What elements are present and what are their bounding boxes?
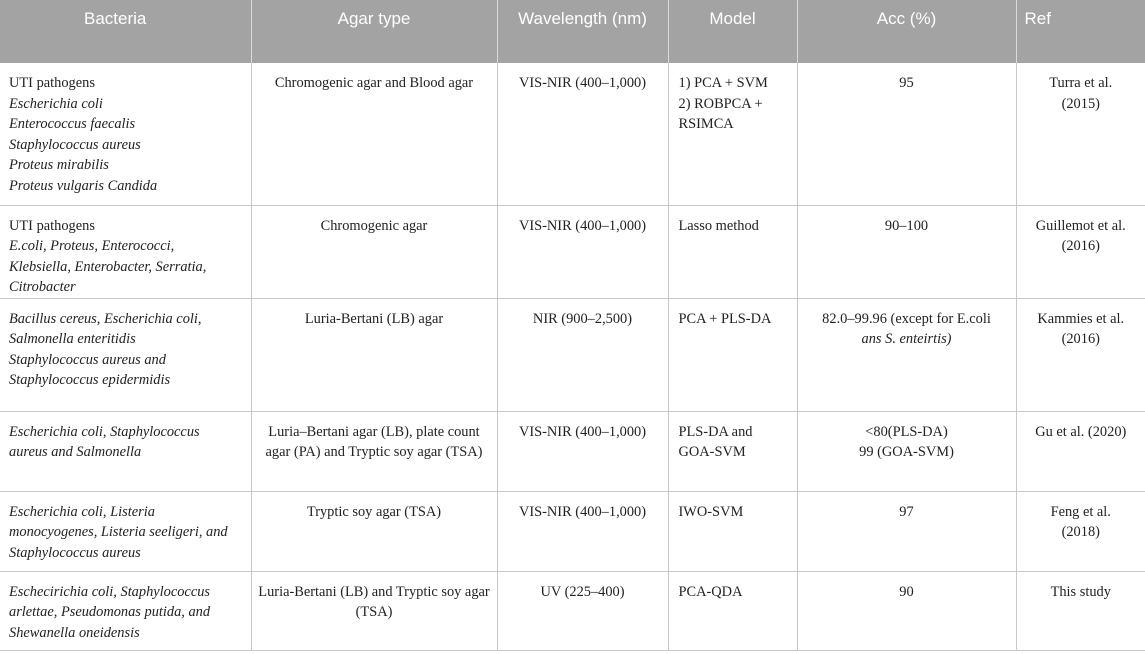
bacteria-cell xyxy=(0,298,251,411)
header-bacteria: Bacteria xyxy=(0,0,251,63)
accuracy-line: <80(PLS-DA) xyxy=(865,423,948,440)
accuracy-line: ans S. enteirtis) xyxy=(861,331,952,347)
header-wavelength: Wavelength (nm) xyxy=(497,0,668,63)
wavelength-cell: NIR (900–2,500) xyxy=(497,298,668,411)
header-model: Model xyxy=(668,0,797,63)
agar-type-cell: Luria-Bertani (LB) and Tryptic soy agar (TSA) xyxy=(251,571,497,650)
reference-line: (2016) xyxy=(1061,331,1100,347)
wavelength-cell: VIS-NIR (400–1,000) xyxy=(497,205,668,298)
wavelength-cell: VIS-NIR (400–1,000) xyxy=(497,491,668,571)
accuracy-line: 90–100 xyxy=(884,217,929,234)
bacteria-line: UTI pathogens xyxy=(9,217,95,234)
accuracy-cell xyxy=(797,205,1016,298)
bacteria-line: Enterococcus faecalis xyxy=(9,116,136,132)
reference-cell xyxy=(1016,63,1145,205)
header-ref: Ref xyxy=(1016,0,1145,63)
table-row xyxy=(0,298,1145,411)
bacteria-cell xyxy=(0,571,251,650)
reference-line: This study xyxy=(1050,583,1111,600)
reference-line: (2018) xyxy=(1061,524,1100,540)
bacteria-line: UTI pathogens xyxy=(9,75,95,91)
model-cell xyxy=(668,571,797,650)
wavelength-cell: VIS-NIR (400–1,000) xyxy=(497,411,668,491)
table-row xyxy=(0,205,1145,298)
accuracy-line: 82.0–99.96 (except for E.coli xyxy=(822,310,991,327)
agar-type-cell: Chromogenic agar and Blood agar xyxy=(251,63,497,205)
model-line: GOA-SVM xyxy=(678,444,746,460)
reference-line: Kammies et al. xyxy=(1037,310,1125,327)
bacteria-line: Eschecirichia coli, Staphylococcus xyxy=(9,583,211,600)
wavelength-cell: UV (225–400) xyxy=(497,571,668,650)
bacteria-line: Staphylococcus aureus and xyxy=(9,351,166,368)
model-cell xyxy=(668,205,797,298)
model-line: PCA + PLS-DA xyxy=(678,310,772,327)
bacteria-line: Staphylococcus aureus xyxy=(9,544,141,561)
bacteria-line: Staphylococcus aureus xyxy=(9,136,141,153)
reference-cell xyxy=(1016,205,1145,298)
accuracy-line: 90 xyxy=(899,583,914,600)
accuracy-cell xyxy=(797,571,1016,650)
bacteria-cell xyxy=(0,63,251,205)
table-row xyxy=(0,63,1145,205)
header-accuracy: Acc (%) xyxy=(797,0,1016,63)
bacteria-line: Citrobacter xyxy=(9,279,76,295)
bacteria-line: Escherichia coli xyxy=(9,95,103,112)
model-cell xyxy=(668,298,797,411)
reference-line: Guillemot et al. xyxy=(1035,217,1126,234)
table-row xyxy=(0,411,1145,491)
accuracy-cell xyxy=(797,63,1016,205)
model-line: 2) ROBPCA + xyxy=(678,95,763,112)
reference-cell xyxy=(1016,491,1145,571)
bacteria-line: Klebsiella, Enterobacter, Serratia, xyxy=(9,258,207,275)
reference-line: (2015) xyxy=(1061,95,1100,112)
table-row xyxy=(0,571,1145,650)
agar-type-cell: Tryptic soy agar (TSA) xyxy=(251,491,497,571)
accuracy-line: 97 xyxy=(899,503,914,520)
bacteria-line: Proteus vulgaris Candida xyxy=(9,177,158,194)
agar-type-cell: Chromogenic agar xyxy=(251,205,497,298)
bacteria-line: Bacillus cereus, Escherichia coli, xyxy=(9,310,202,327)
model-cell xyxy=(668,411,797,491)
bacteria-line: Shewanella oneidensis xyxy=(9,624,140,641)
bacteria-line: Escherichia coli, Staphylococcus xyxy=(9,423,200,440)
header-agar-type: Agar type xyxy=(251,0,497,63)
bacteria-line: E.coli, Proteus, Enterococci, xyxy=(9,238,175,254)
wavelength-cell: VIS-NIR (400–1,000) xyxy=(497,63,668,205)
reference-line: (2016) xyxy=(1061,238,1100,254)
model-cell xyxy=(668,63,797,205)
bacteria-line: Salmonella enteritidis xyxy=(9,331,136,347)
accuracy-cell xyxy=(797,298,1016,411)
table-body xyxy=(0,63,1145,650)
model-line: PCA-QDA xyxy=(678,583,743,600)
accuracy-line: 95 xyxy=(899,75,914,91)
model-line: RSIMCA xyxy=(678,116,734,132)
model-line: 1) PCA + SVM xyxy=(678,75,768,91)
reference-cell xyxy=(1016,571,1145,650)
reference-line: Feng et al. xyxy=(1050,503,1111,520)
accuracy-cell xyxy=(797,491,1016,571)
bacteria-line: arlettae, Pseudomonas putida, and xyxy=(9,604,211,620)
table-row xyxy=(0,491,1145,571)
reference-line: Turra et al. xyxy=(1049,75,1113,91)
model-cell xyxy=(668,491,797,571)
accuracy-line: 99 (GOA-SVM) xyxy=(859,444,954,460)
bacteria-line: Proteus mirabilis xyxy=(9,157,109,173)
reference-line: Gu et al. (2020) xyxy=(1035,423,1127,440)
model-line: Lasso method xyxy=(678,217,759,234)
bacteria-cell xyxy=(0,411,251,491)
model-line: PLS-DA and xyxy=(678,423,753,440)
bacteria-line: aureus and Salmonella xyxy=(9,444,142,460)
agar-type-cell: Luria-Bertani (LB) agar xyxy=(251,298,497,411)
bacteria-cell xyxy=(0,205,251,298)
model-line: IWO-SVM xyxy=(678,503,744,520)
bacteria-cell xyxy=(0,491,251,571)
table-header xyxy=(0,0,1145,63)
bacteria-line: Staphylococcus epidermidis xyxy=(9,372,171,388)
bacteria-line: Escherichia coli, Listeria xyxy=(9,503,155,520)
bacteria-line: monocyogenes, Listeria seeligeri, and xyxy=(9,524,228,540)
reference-cell xyxy=(1016,411,1145,491)
accuracy-cell xyxy=(797,411,1016,491)
agar-type-cell: Luria–Bertani agar (LB), plate count agar (PA) and Tryptic soy agar (TSA) xyxy=(251,411,497,491)
reference-cell xyxy=(1016,298,1145,411)
